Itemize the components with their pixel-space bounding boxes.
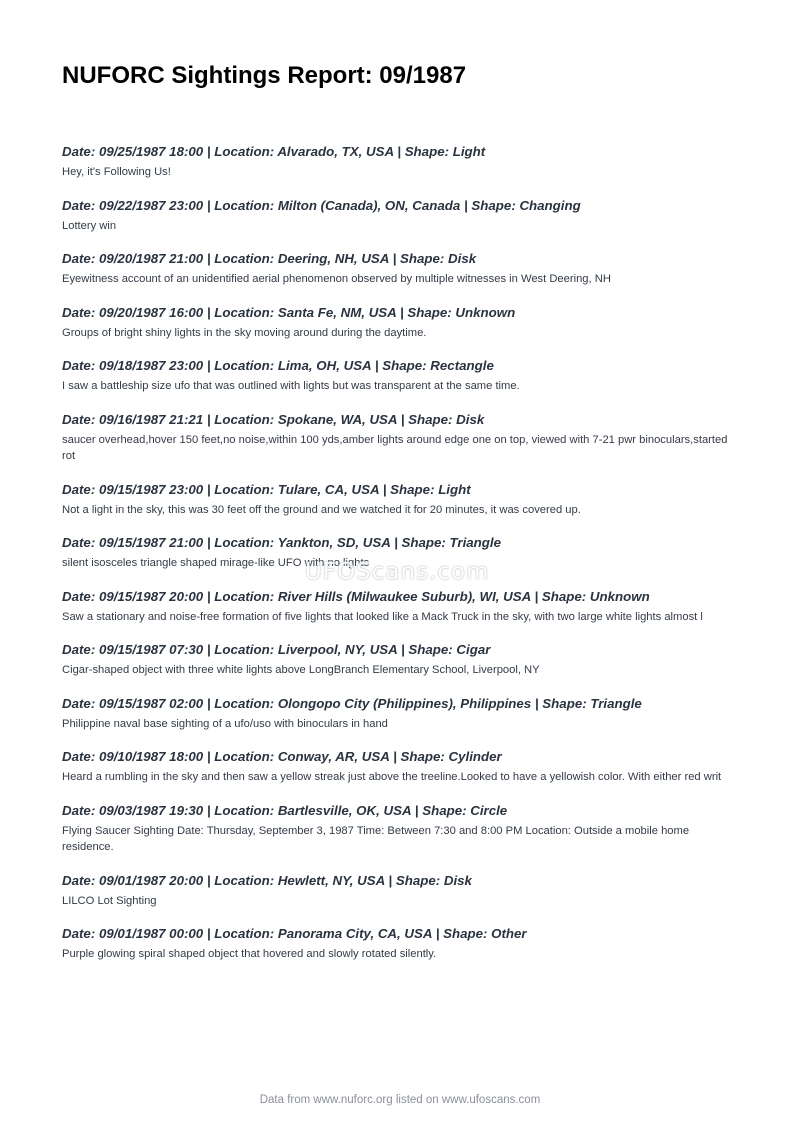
sighting-heading: Date: 09/22/1987 23:00 | Location: Milton (Canada), ON, Canada | Shape: Changing <box>62 197 581 213</box>
sighting-description: I saw a battleship size ufo that was outlined with lights but was transparent at the same time. <box>62 380 520 392</box>
sighting-heading: Date: 09/15/1987 21:00 | Location: Yankton, SD, USA | Shape: Triangle <box>62 535 501 550</box>
list-item <box>62 925 742 963</box>
sighting-description: silent isosceles triangle shaped mirage-like UFO with no lights <box>62 557 370 569</box>
sighting-heading: Date: 09/01/1987 00:00 | Location: Panorama City, CA, USA | Shape: Other <box>62 926 527 941</box>
list-item <box>62 748 742 786</box>
list-item <box>62 481 742 519</box>
sighting-description: Cigar-shaped object with three white lights above LongBranch Elementary School, Liverpool, NY <box>62 664 540 676</box>
list-item <box>62 197 742 235</box>
sighting-description: Lottery win <box>62 219 117 232</box>
sighting-description: saucer overhead,hover 150 feet,no noise,within 100 yds,amber lights around edge one on top, viewed with 7-21 pwr binoculars,started rot <box>62 433 728 462</box>
list-item <box>62 695 742 733</box>
page-title: NUFORC Sightings Report: 09/1987 <box>62 62 467 89</box>
sighting-heading: Date: 09/18/1987 23:00 | Location: Lima, OH, USA | Shape: Rectangle <box>62 358 494 373</box>
sighting-heading: Date: 09/15/1987 20:00 | Location: River Hills (Milwaukee Suburb), WI, USA | Shape: Unknown <box>62 588 650 604</box>
sighting-description: Saw a stationary and noise-free formation of five lights that looked like a Mack Truck in the sky, with two large white lights almost l <box>62 610 703 623</box>
watermark-logo: UFOScans.com <box>305 559 490 585</box>
sighting-heading: Date: 09/03/1987 19:30 | Location: Bartlesville, OK, USA | Shape: Circle <box>62 802 508 818</box>
sighting-description: Groups of bright shiny lights in the sky moving around during the daytime. <box>62 326 427 339</box>
list-item <box>62 872 742 910</box>
sighting-description: Not a light in the sky, this was 30 feet off the ground and we watched it for 20 minutes, it was covered up. <box>62 503 581 516</box>
sighting-heading: Date: 09/10/1987 18:00 | Location: Conway, AR, USA | Shape: Cylinder <box>62 749 502 764</box>
sighting-heading: Date: 09/16/1987 21:21 | Location: Spokane, WA, USA | Shape: Disk <box>62 411 485 427</box>
footer-credit: Data from www.nuforc.org listed on www.ufoscans.com <box>259 1094 541 1106</box>
list-item <box>62 588 742 626</box>
sighting-description: Purple glowing spiral shaped object that hovered and slowly rotated silently. <box>62 948 437 960</box>
sighting-heading: Date: 09/20/1987 21:00 | Location: Deering, NH, USA | Shape: Disk <box>62 251 477 266</box>
list-item <box>62 641 742 679</box>
sighting-heading: Date: 09/25/1987 18:00 | Location: Alvarado, TX, USA | Shape: Light <box>62 144 486 159</box>
list-item <box>62 411 742 465</box>
sighting-heading: Date: 09/20/1987 16:00 | Location: Santa Fe, NM, USA | Shape: Unknown <box>62 304 516 320</box>
sighting-description: Heard a rumbling in the sky and then saw a yellow streak just above the treeline.Looked to have a yellowish color. With either red writ <box>62 771 722 783</box>
sighting-description: Hey, it's Following Us! <box>62 166 171 178</box>
list-item <box>62 802 742 856</box>
sighting-heading: Date: 09/15/1987 23:00 | Location: Tulare, CA, USA | Shape: Light <box>62 481 471 497</box>
sighting-description: Eyewitness account of an unidentified aerial phenomenon observed by multiple witnesses in West Deering, NH <box>62 273 611 285</box>
sighting-heading: Date: 09/01/1987 20:00 | Location: Hewlett, NY, USA | Shape: Disk <box>62 872 472 888</box>
list-item <box>62 304 742 342</box>
sighting-heading: Date: 09/15/1987 02:00 | Location: Olongopo City (Philippines), Philippines | Shape: Triangle <box>62 695 642 711</box>
list-item <box>62 357 742 395</box>
sighting-description: LILCO Lot Sighting <box>62 894 157 907</box>
list-item <box>62 250 742 288</box>
sighting-description: Philippine naval base sighting of a ufo/uso with binoculars in hand <box>62 717 388 730</box>
list-item <box>62 143 742 181</box>
sighting-heading: Date: 09/15/1987 07:30 | Location: Liverpool, NY, USA | Shape: Cigar <box>62 642 491 657</box>
sighting-description: Flying Saucer Sighting Date: Thursday, September 3, 1987 Time: Between 7:30 and 8:00 PM Location: Outside a mobile home residence. <box>62 824 690 853</box>
